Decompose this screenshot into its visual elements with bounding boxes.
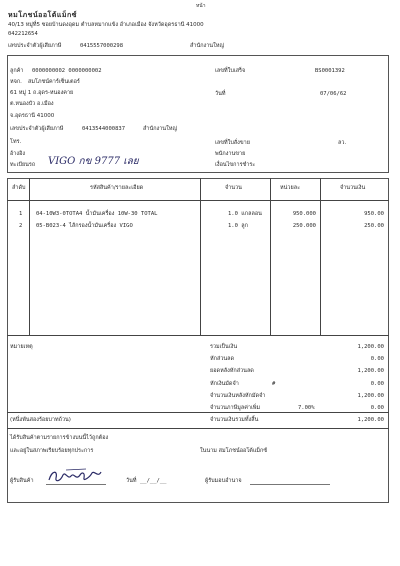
vat-rate: 7.00% xyxy=(298,405,315,411)
row-description: 04-10W3-0TOTA4 น้ำมันเครื่อง 10W-30 TOTAL xyxy=(36,211,158,217)
deposit-hash: # xyxy=(272,381,276,387)
remark-label: หมายเหตุ xyxy=(10,344,33,350)
customer-address-1: 61 หมู่ 1 ถ.อุดร-หนองคาย xyxy=(10,90,74,96)
company-name: หมโภชน์ออโต้แม็กซ์ xyxy=(8,11,77,19)
receipt-note-1: ได้รับสินค้าตามรายการข้างบนนี้ไว้ถูกต้อง xyxy=(10,435,109,441)
row-qty: 1.0 ลูก xyxy=(228,223,248,229)
receiver-label: ผู้รับสินค้า xyxy=(10,478,34,484)
invoice-date-value: 07/06/62 xyxy=(320,91,347,97)
row-unit-price: 950.000 xyxy=(292,211,316,217)
amount-in-words: (หนึ่งพันสองร้อยบาทถ้วน) xyxy=(10,417,71,423)
total-label-subtotal: รวมเป็นเงิน xyxy=(210,344,238,350)
grand-total-divider xyxy=(7,412,389,413)
invoice-number-value: BS0001392 xyxy=(315,68,345,74)
row-amount: 250.00 xyxy=(364,223,384,229)
receive-date-label: วันที่ xyxy=(126,478,137,484)
header-no: ลำดับ xyxy=(12,185,26,191)
salesperson-label: พนักงานขาย xyxy=(215,151,246,157)
total-label-after-deposit: จำนวนเงินหลังหักมัดจำ xyxy=(210,393,266,399)
company-tax-id: 0415557000298 xyxy=(80,43,124,49)
total-value-grand: 1,200.00 xyxy=(357,417,384,423)
row-no: 1 xyxy=(19,211,23,217)
header-description: รหัสสินค้า/รายละเอียด xyxy=(90,185,144,191)
authorizer-signature-line xyxy=(250,484,330,485)
vehicle-handwritten: VIGO กข 9777 เลย xyxy=(48,156,139,167)
table-body-divider xyxy=(7,335,389,336)
sales-order-label: เลขที่ใบสั่งขาย xyxy=(215,140,250,146)
customer-address-3: จ.อุดรธานี 41000 xyxy=(10,113,55,119)
col-divider-price xyxy=(320,178,321,335)
customer-code-value: 0000000002 0000000002 xyxy=(32,68,102,74)
total-label-deposit: หักเงินมัดจำ xyxy=(210,381,239,387)
receiver-signature xyxy=(46,466,104,486)
total-label-grand: จำนวนเงินรวมทั้งสิ้น xyxy=(210,417,259,423)
page-number-label: หน้า xyxy=(196,3,206,9)
total-value-deposit: 0.00 xyxy=(370,381,384,387)
col-divider-no xyxy=(29,178,30,335)
company-phone: 042212654 xyxy=(8,31,38,37)
customer-tax-id: 0413544000837 xyxy=(82,126,126,132)
company-branch: สำนักงานใหญ่ xyxy=(190,43,225,49)
customer-code-label: ลูกค้า xyxy=(10,68,24,74)
row-no: 2 xyxy=(19,223,23,229)
total-value-after-deposit: 1,200.00 xyxy=(357,393,384,399)
header-unit-price: หน่วยละ xyxy=(280,185,301,191)
receive-date-blank: __/__/__ xyxy=(140,478,167,484)
customer-address-2: ต.หนองบัว อ.เมือง xyxy=(10,101,54,107)
row-qty: 1.0 แกลลอน xyxy=(228,211,262,217)
customer-name-value: สมโภชน์คาร์เซ็นเตอร์ xyxy=(28,79,80,85)
sales-order-date-label: ลว. xyxy=(338,140,347,146)
footer-divider xyxy=(7,428,389,429)
company-tax-label: เลขประจำตัวผู้เสียภาษี xyxy=(8,43,62,49)
col-divider-desc xyxy=(200,178,201,335)
customer-phone-label: โทร. xyxy=(10,139,22,145)
total-value-after-discount: 1,200.00 xyxy=(357,368,384,374)
invoice-number-label: เลขที่ใบเสร็จ xyxy=(215,68,246,74)
customer-name-label: หจก. xyxy=(10,79,22,85)
col-divider-qty xyxy=(270,178,271,335)
company-address: 40/13 หมู่ที่5 ซอยบ้านดงอุดม ตำบลหมากแข้ง อำเภอเมือง จังหวัดอุดรธานี 41000 xyxy=(8,22,204,28)
row-unit-price: 250.000 xyxy=(292,223,316,229)
customer-attention-label: อ้างอิง xyxy=(10,151,26,157)
payment-terms-label: เงื่อนไขการชำระ xyxy=(215,162,256,168)
receiver-signature-line xyxy=(46,484,106,485)
invoice-date-label: วันที่ xyxy=(215,91,226,97)
row-description: 05-B023-4 ไส้กรองน้ำมันเครื่อง VIGO xyxy=(36,223,133,229)
total-label-vat: จำนวนภาษีมูลค่าเพิ่ม xyxy=(210,405,261,411)
row-amount: 950.00 xyxy=(364,211,384,217)
receipt-note-2: และอยู่ในสภาพเรียบร้อยทุกประการ xyxy=(10,448,94,454)
authorizer-label: ผู้รับมอบอำนาจ xyxy=(205,478,242,484)
total-label-after-discount: ยอดหลังหักส่วนลด xyxy=(210,368,254,374)
total-value-vat: 0.00 xyxy=(370,405,384,411)
customer-branch: สำนักงานใหญ่ xyxy=(143,126,178,132)
table-header-divider xyxy=(7,200,389,201)
vehicle-label: ทะเบียนรถ xyxy=(10,162,36,168)
header-amount: จำนวนเงิน xyxy=(340,185,366,191)
customer-tax-label: เลขประจำตัวผู้เสียภาษี xyxy=(10,126,64,132)
on-behalf-of: ในนาม สมโภชน์ออโต้แม็กซ์ xyxy=(200,448,268,454)
total-value-discount: 0.00 xyxy=(370,356,384,362)
total-label-discount: หักส่วนลด xyxy=(210,356,235,362)
header-qty: จำนวน xyxy=(225,185,242,191)
total-value-subtotal: 1,200.00 xyxy=(357,344,384,350)
